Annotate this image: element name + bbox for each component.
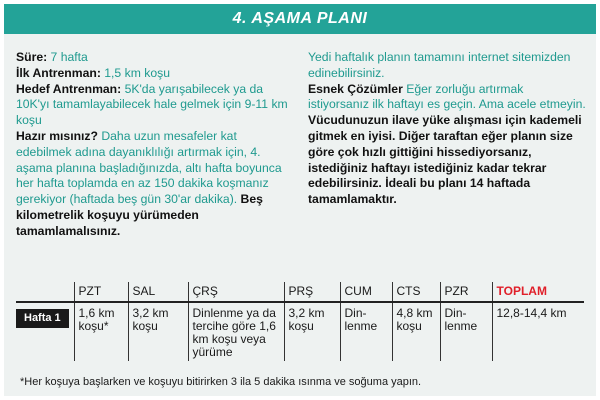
flexible-value: Eğer zorluğu artırmak istiyorsanız ilk haftayı es geçin. Ama acele etmeyin. — [308, 81, 586, 112]
table-header-row — [16, 282, 584, 302]
duration-line — [16, 50, 288, 66]
ready-tail: Beş kilometrelik koşuyu yürümeden tamamlamalısınız. — [16, 192, 263, 238]
goal-workout-value: 5K'da yarışabilecek ya da 10K'yı tamamlayabilecek hale gelmek için 9-11 km koşu — [16, 81, 288, 128]
week-label: Hafta 1 — [16, 309, 69, 328]
header-total: TOPLAM — [492, 282, 584, 302]
footnote: *Her koşuya başlarken ve koşuyu bitirirken 3 ila 5 dakika ısınma ve soğuma yapın. — [20, 376, 422, 388]
header-cts: CTS — [392, 282, 440, 302]
ready-paragraph — [16, 129, 288, 240]
first-workout-value: 1,5 km koşu — [104, 65, 170, 80]
cell-total: 12,8-14,4 km — [492, 302, 584, 361]
header-pzt: PZT — [74, 282, 128, 302]
first-workout-line — [16, 66, 288, 82]
text-columns — [16, 50, 586, 240]
flexible-body: Vücudunuzun ilave yüke alışması için kademeli gitmek en iyisi. Diğer taraftan eğer planın size göre çok hızlı gittiğini hissediyorsanız, istediğiniz haftayı istediğiniz kadar tekrar edebilirsiniz. İdeali bu planı 14 haftada tamamlamaktır. — [308, 113, 582, 207]
header-pzr: PZR — [440, 282, 492, 302]
goal-workout-label: Hedef Antrenman: — [16, 81, 122, 96]
ready-value: Daha uzun mesafeler kat edebilmek adına dayanıklılığı artırmak için, 4. aşama planına başladığınızda, altı hafta boyunca her hafta toplamda en az 150 dakika koşmanız gerekiyor (haftada beş gün 30'ar dakika). — [16, 128, 282, 207]
duration-value: 7 hafta — [50, 50, 88, 64]
cell-cum: Din-lenme — [340, 302, 392, 361]
row-header-cell — [16, 302, 74, 361]
right-column — [308, 50, 586, 240]
cell-pzr: Din-lenme — [440, 302, 492, 361]
banner-title: 4. AŞAMA PLANI — [4, 4, 596, 34]
ready-label: Hazır mısınız? — [16, 128, 98, 143]
goal-workout-line — [16, 82, 288, 129]
cell-crs: Dinlenme ya da tercihe göre 1,6 km koşu veya yürüme — [188, 302, 284, 361]
flexible-paragraph — [308, 82, 586, 208]
first-workout-label: İlk Antrenman: — [16, 65, 101, 80]
header-cum: CUM — [340, 282, 392, 302]
training-table — [16, 282, 584, 361]
page — [4, 4, 596, 396]
header-sal: SAL — [128, 282, 188, 302]
flexible-label: Esnek Çözümler — [308, 81, 403, 96]
header-crs: ÇRŞ — [188, 282, 284, 302]
cell-sal: 3,2 km koşu — [128, 302, 188, 361]
online-intro — [308, 50, 586, 82]
header-prs: PRŞ — [284, 282, 340, 302]
duration-label: Süre: — [16, 50, 48, 64]
left-column — [16, 50, 288, 240]
table-corner — [16, 282, 74, 302]
cell-prs: 3,2 km koşu — [284, 302, 340, 361]
cell-pzt: 1,6 km koşu* — [74, 302, 128, 361]
online-intro-text: Yedi haftalık planın tamamını internet sitemizden edinebilirsiniz. — [308, 50, 571, 80]
cell-cts: 4,8 km koşu — [392, 302, 440, 361]
table-row — [16, 302, 584, 361]
